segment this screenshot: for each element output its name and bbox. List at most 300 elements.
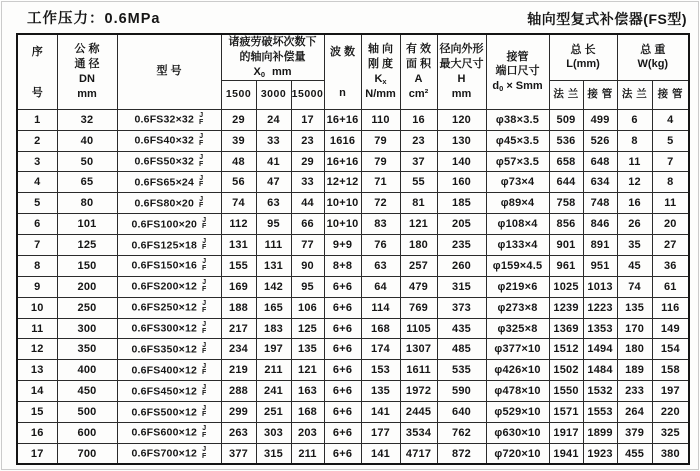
cell-effective-area: 479: [400, 276, 437, 297]
cell-axial-stiffness: 72: [361, 193, 400, 214]
cell-x0-3000: 241: [256, 381, 291, 402]
cell-pipe-end-size: φ73×4: [486, 172, 549, 193]
cell-length-pipe: 891: [583, 235, 617, 256]
cell-weight-pipe: 20: [652, 214, 689, 235]
model-text: 0.6FS50×32: [134, 155, 195, 168]
header-wave-count: 波 数 n: [324, 34, 361, 109]
cell-length-flange: 856: [549, 214, 583, 235]
cell-max-radial-h: 535: [437, 360, 486, 381]
cell-axial-stiffness: 79: [361, 130, 400, 151]
cell-pipe-end-size: φ630×10: [486, 422, 549, 443]
cell-model: [117, 360, 221, 381]
flange-pipe-variant-mark: J F: [199, 133, 204, 147]
cell-effective-area: 180: [400, 235, 437, 256]
cell-axial-stiffness: 141: [361, 402, 400, 423]
cell-x0-15000: 77: [291, 235, 324, 256]
cell-weight-flange: 189: [617, 360, 652, 381]
cell-x0-3000: 251: [256, 402, 291, 423]
cell-effective-area: 121: [400, 214, 437, 235]
cell-pipe-end-size: φ426×10: [486, 360, 549, 381]
cell-x0-3000: 315: [256, 443, 291, 464]
spec-table: [16, 33, 690, 465]
table-row: [17, 422, 689, 443]
flange-pipe-variant-mark: J F: [202, 383, 207, 398]
cell-weight-pipe: 27: [652, 235, 689, 256]
flange-pipe-variant-mark: J F: [202, 341, 207, 356]
cell-length-pipe: 1923: [583, 443, 617, 464]
cell-weight-pipe: 325: [652, 422, 689, 443]
cell-effective-area: 769: [400, 297, 437, 318]
cell-pipe-end-size: φ720×10: [486, 443, 549, 464]
cell-max-radial-h: 485: [437, 339, 486, 360]
header-length-flange: 法 兰: [549, 80, 583, 109]
cell-model: [117, 339, 221, 360]
cell-dn-diameter: 50: [57, 151, 117, 172]
cell-effective-area: 1972: [400, 381, 437, 402]
cell-weight-flange: 233: [617, 381, 652, 402]
cell-x0-15000: 23: [291, 130, 324, 151]
cell-x0-1500: 217: [221, 318, 256, 339]
cell-pipe-end-size: φ38×3.5: [486, 109, 549, 130]
cell-x0-1500: 377: [221, 443, 256, 464]
table-row: [17, 276, 689, 297]
cell-x0-3000: 142: [256, 276, 291, 297]
cell-model: [117, 172, 221, 193]
cell-x0-15000: 90: [291, 255, 324, 276]
cell-model: [117, 255, 221, 276]
cell-length-pipe: 1553: [583, 402, 617, 423]
model-text: 0.6FS700×12: [131, 447, 198, 460]
table-row: [17, 130, 689, 151]
cell-x0-1500: 299: [221, 402, 256, 423]
flange-pipe-variant-mark: J F: [199, 154, 204, 168]
cell-weight-flange: 180: [617, 339, 652, 360]
cell-weight-pipe: 5: [652, 130, 689, 151]
cell-wave-count: 16+16: [324, 109, 361, 130]
cell-pipe-end-size: φ529×10: [486, 402, 549, 423]
flange-pipe-variant-mark: J F: [202, 362, 207, 377]
table-row: [17, 402, 689, 423]
cell-wave-count: 6+6: [324, 318, 361, 339]
cell-effective-area: 1307: [400, 339, 437, 360]
model-text: 0.6FS100×20: [131, 217, 198, 230]
cell-pipe-end-size: φ57×3.5: [486, 151, 549, 172]
cell-x0-3000: 111: [256, 235, 291, 256]
cell-serial-number: 1: [17, 109, 57, 130]
cell-pipe-end-size: φ89×4: [486, 193, 549, 214]
cell-length-flange: 1941: [549, 443, 583, 464]
cell-length-pipe: 1899: [583, 422, 617, 443]
cell-serial-number: 10: [17, 297, 57, 318]
cell-wave-count: 9+9: [324, 235, 361, 256]
cell-x0-15000: 135: [291, 339, 324, 360]
working-pressure-title: 工作压力：0.6MPa: [27, 11, 161, 27]
cell-serial-number: 7: [17, 235, 57, 256]
table-row: [17, 193, 689, 214]
cell-axial-stiffness: 76: [361, 235, 400, 256]
cell-axial-stiffness: 71: [361, 172, 400, 193]
cell-dn-diameter: 80: [57, 193, 117, 214]
cell-wave-count: 6+6: [324, 339, 361, 360]
cell-x0-15000: 121: [291, 360, 324, 381]
header-serial: 序 号: [17, 34, 57, 109]
model-text: 0.6FS65×24: [134, 176, 195, 189]
cell-wave-count: 10+10: [324, 193, 361, 214]
flange-pipe-variant-mark: J F: [202, 404, 207, 418]
cell-length-pipe: 951: [583, 255, 617, 276]
cell-model: [117, 422, 221, 443]
cell-effective-area: 1611: [400, 360, 437, 381]
cell-x0-1500: 39: [221, 130, 256, 151]
model-text: 0.6FS125×18: [131, 238, 198, 251]
cell-length-flange: 1369: [549, 318, 583, 339]
cell-weight-flange: 8: [617, 130, 652, 151]
cell-wave-count: 6+6: [324, 360, 361, 381]
cell-dn-diameter: 600: [57, 422, 117, 443]
cell-length-pipe: 634: [583, 172, 617, 193]
cell-axial-stiffness: 110: [361, 109, 400, 130]
cell-dn-diameter: 32: [57, 109, 117, 130]
cell-x0-1500: 234: [221, 339, 256, 360]
cell-weight-flange: 379: [617, 422, 652, 443]
cell-max-radial-h: 140: [437, 151, 486, 172]
cell-max-radial-h: 235: [437, 235, 486, 256]
cell-dn-diameter: 200: [57, 276, 117, 297]
cell-dn-diameter: 500: [57, 402, 117, 423]
header-nominal-diameter: 公 称 通 径 DN mm: [57, 34, 117, 109]
cell-max-radial-h: 185: [437, 193, 486, 214]
cell-axial-stiffness: 63: [361, 255, 400, 276]
flange-pipe-variant-mark: J F: [202, 258, 207, 272]
header-model: 型 号: [117, 34, 221, 109]
cell-x0-1500: 74: [221, 193, 256, 214]
cell-pipe-end-size: φ108×4: [486, 214, 549, 235]
cell-wave-count: 1616: [324, 130, 361, 151]
flange-pipe-variant-mark: J F: [202, 237, 207, 251]
cell-x0-1500: 219: [221, 360, 256, 381]
cell-x0-15000: 168: [291, 402, 324, 423]
cell-serial-number: 13: [17, 360, 57, 381]
cell-axial-stiffness: 174: [361, 339, 400, 360]
cell-length-pipe: 1353: [583, 318, 617, 339]
cell-length-pipe: 846: [583, 214, 617, 235]
cell-weight-pipe: 197: [652, 381, 689, 402]
cell-x0-15000: 125: [291, 318, 324, 339]
header-cycles-15000: 15000: [291, 80, 324, 109]
cell-x0-1500: 263: [221, 422, 256, 443]
cell-max-radial-h: 120: [437, 109, 486, 130]
cell-dn-diameter: 250: [57, 297, 117, 318]
cell-wave-count: 16+16: [324, 151, 361, 172]
cell-x0-1500: 288: [221, 381, 256, 402]
cell-dn-diameter: 101: [57, 214, 117, 235]
cell-weight-pipe: 116: [652, 297, 689, 318]
cell-effective-area: 55: [400, 172, 437, 193]
cell-x0-15000: 66: [291, 214, 324, 235]
cell-model: [117, 276, 221, 297]
cell-weight-pipe: 154: [652, 339, 689, 360]
flange-pipe-variant-mark: J F: [202, 425, 207, 439]
model-text: 0.6FS32×32: [134, 113, 195, 126]
cell-length-pipe: 1484: [583, 360, 617, 381]
cell-effective-area: 81: [400, 193, 437, 214]
cell-length-flange: 658: [549, 151, 583, 172]
cell-serial-number: 2: [17, 130, 57, 151]
table-row: [17, 214, 689, 235]
header-radial-max-size: 径向外形 最大尺寸 H mm: [437, 34, 486, 109]
model-text: 0.6FS500×12: [131, 405, 198, 418]
cell-x0-15000: 211: [291, 443, 324, 464]
cell-axial-stiffness: 64: [361, 276, 400, 297]
table-row: [17, 235, 689, 256]
table-row: [17, 297, 689, 318]
cell-weight-pipe: 4: [652, 109, 689, 130]
cell-x0-1500: 131: [221, 235, 256, 256]
cell-x0-1500: 29: [221, 109, 256, 130]
cell-length-flange: 644: [549, 172, 583, 193]
cell-x0-3000: 303: [256, 422, 291, 443]
cell-x0-1500: 169: [221, 276, 256, 297]
cell-effective-area: 257: [400, 255, 437, 276]
cell-wave-count: 6+6: [324, 381, 361, 402]
cell-wave-count: 6+6: [324, 402, 361, 423]
table-row: [17, 443, 689, 464]
cell-serial-number: 6: [17, 214, 57, 235]
cell-model: [117, 318, 221, 339]
cell-max-radial-h: 160: [437, 172, 486, 193]
cell-max-radial-h: 373: [437, 297, 486, 318]
cell-dn-diameter: 700: [57, 443, 117, 464]
cell-weight-pipe: 8: [652, 172, 689, 193]
cell-pipe-end-size: φ159×4.5: [486, 255, 549, 276]
cell-weight-flange: 6: [617, 109, 652, 130]
header-weight-pipe: 接 管: [652, 80, 689, 109]
cell-serial-number: 9: [17, 276, 57, 297]
cell-wave-count: 6+6: [324, 422, 361, 443]
header-total-length: 总 长 L(mm): [549, 34, 617, 80]
cell-pipe-end-size: φ219×6: [486, 276, 549, 297]
model-text: 0.6FS250×12: [131, 301, 198, 314]
cell-x0-1500: 188: [221, 297, 256, 318]
cell-length-flange: 901: [549, 235, 583, 256]
cell-max-radial-h: 762: [437, 422, 486, 443]
cell-max-radial-h: 590: [437, 381, 486, 402]
cell-length-pipe: 648: [583, 151, 617, 172]
header-weight-flange: 法 兰: [617, 80, 652, 109]
cell-length-pipe: 748: [583, 193, 617, 214]
cell-effective-area: 4717: [400, 443, 437, 464]
table-row: [17, 318, 689, 339]
cell-weight-flange: 26: [617, 214, 652, 235]
cell-serial-number: 5: [17, 193, 57, 214]
cell-pipe-end-size: φ377×10: [486, 339, 549, 360]
cell-x0-15000: 44: [291, 193, 324, 214]
cell-max-radial-h: 872: [437, 443, 486, 464]
cell-weight-pipe: 220: [652, 402, 689, 423]
table-row: [17, 151, 689, 172]
cell-serial-number: 4: [17, 172, 57, 193]
cell-x0-15000: 106: [291, 297, 324, 318]
cell-x0-3000: 197: [256, 339, 291, 360]
cell-weight-flange: 455: [617, 443, 652, 464]
cell-length-flange: 1025: [549, 276, 583, 297]
model-text: 0.6FS200×12: [131, 280, 198, 293]
table-row: [17, 255, 689, 276]
cell-axial-stiffness: 79: [361, 151, 400, 172]
cell-x0-15000: 95: [291, 276, 324, 297]
cell-x0-3000: 183: [256, 318, 291, 339]
cell-effective-area: 1105: [400, 318, 437, 339]
cell-dn-diameter: 450: [57, 381, 117, 402]
cell-serial-number: 11: [17, 318, 57, 339]
cell-x0-1500: 48: [221, 151, 256, 172]
cell-serial-number: 17: [17, 443, 57, 464]
cell-x0-1500: 112: [221, 214, 256, 235]
cell-model: [117, 130, 221, 151]
cell-length-flange: 1239: [549, 297, 583, 318]
cell-length-pipe: 499: [583, 109, 617, 130]
flange-pipe-variant-mark: J F: [199, 195, 204, 210]
cell-model: [117, 235, 221, 256]
cell-length-pipe: 1013: [583, 276, 617, 297]
cell-x0-3000: 131: [256, 255, 291, 276]
model-text: 0.6FS150×16: [131, 259, 198, 272]
cell-dn-diameter: 65: [57, 172, 117, 193]
cell-length-flange: 1571: [549, 402, 583, 423]
flange-pipe-variant-mark: J F: [202, 446, 207, 460]
cell-dn-diameter: 300: [57, 318, 117, 339]
cell-length-pipe: 1223: [583, 297, 617, 318]
cell-x0-15000: 17: [291, 109, 324, 130]
header-effective-area: 有 效 面 积 A cm²: [400, 34, 437, 109]
header-cycles-3000: 3000: [256, 80, 291, 109]
cell-length-pipe: 1532: [583, 381, 617, 402]
cell-weight-pipe: 61: [652, 276, 689, 297]
cell-model: [117, 381, 221, 402]
cell-weight-flange: 11: [617, 151, 652, 172]
model-text: 0.6FS300×12: [131, 322, 198, 335]
cell-x0-3000: 95: [256, 214, 291, 235]
cell-weight-flange: 45: [617, 255, 652, 276]
cell-serial-number: 12: [17, 339, 57, 360]
flange-pipe-variant-mark: J F: [199, 112, 204, 126]
model-text: 0.6FS600×12: [131, 426, 198, 439]
cell-weight-pipe: 149: [652, 318, 689, 339]
table-row: [17, 172, 689, 193]
cell-pipe-end-size: φ325×8: [486, 318, 549, 339]
header-pipe-end-size: 接管 端口尺寸 $d_0$ × Smm: [486, 34, 549, 109]
table-row: [17, 381, 689, 402]
cell-x0-3000: 41: [256, 151, 291, 172]
cell-axial-stiffness: 141: [361, 443, 400, 464]
product-type-title: 轴向型复式补偿器(FS型): [527, 11, 687, 27]
cell-effective-area: 16: [400, 109, 437, 130]
cell-axial-stiffness: 153: [361, 360, 400, 381]
cell-max-radial-h: 435: [437, 318, 486, 339]
cell-weight-flange: 12: [617, 172, 652, 193]
cell-length-flange: 1502: [549, 360, 583, 381]
cell-model: [117, 402, 221, 423]
cell-length-pipe: 526: [583, 130, 617, 151]
cell-length-flange: 1512: [549, 339, 583, 360]
cell-model: [117, 443, 221, 464]
cell-x0-3000: 47: [256, 172, 291, 193]
cell-pipe-end-size: φ45×3.5: [486, 130, 549, 151]
cell-weight-flange: 264: [617, 402, 652, 423]
cell-dn-diameter: 40: [57, 130, 117, 151]
table-row: [17, 339, 689, 360]
table-body: [17, 109, 689, 464]
model-text: 0.6FS450×12: [131, 384, 198, 397]
cell-x0-3000: 24: [256, 109, 291, 130]
cell-x0-3000: 211: [256, 360, 291, 381]
cell-length-flange: 509: [549, 109, 583, 130]
model-text: 0.6FS350×12: [131, 343, 198, 356]
cell-dn-diameter: 150: [57, 255, 117, 276]
header-axial-stiffness: 轴 向 刚 度 $K_x$ N/mm: [361, 34, 400, 109]
cell-weight-pipe: 36: [652, 255, 689, 276]
table-header: [17, 34, 689, 109]
cell-length-flange: 961: [549, 255, 583, 276]
flange-pipe-variant-mark: J F: [202, 321, 207, 335]
cell-x0-1500: 56: [221, 172, 256, 193]
cell-serial-number: 8: [17, 255, 57, 276]
header-cycles-1500: 1500: [221, 80, 256, 109]
cell-pipe-end-size: φ273×8: [486, 297, 549, 318]
cell-wave-count: 12+12: [324, 172, 361, 193]
cell-pipe-end-size: φ133×4: [486, 235, 549, 256]
cell-weight-pipe: 158: [652, 360, 689, 381]
cell-wave-count: 6+6: [324, 443, 361, 464]
flange-pipe-variant-mark: J F: [202, 216, 207, 231]
header-total-weight: 总 重 W(kg): [617, 34, 689, 80]
cell-serial-number: 14: [17, 381, 57, 402]
cell-serial-number: 3: [17, 151, 57, 172]
cell-dn-diameter: 350: [57, 339, 117, 360]
model-text: 0.6FS400×12: [131, 364, 198, 377]
cell-effective-area: 23: [400, 130, 437, 151]
cell-model: [117, 193, 221, 214]
cell-model: [117, 151, 221, 172]
cell-max-radial-h: 205: [437, 214, 486, 235]
model-text: 0.6FS80×20: [134, 197, 195, 210]
cell-x0-1500: 155: [221, 255, 256, 276]
cell-weight-flange: 35: [617, 235, 652, 256]
cell-weight-flange: 170: [617, 318, 652, 339]
cell-wave-count: 6+6: [324, 297, 361, 318]
cell-x0-3000: 165: [256, 297, 291, 318]
cell-wave-count: 10+10: [324, 214, 361, 235]
cell-max-radial-h: 130: [437, 130, 486, 151]
cell-axial-stiffness: 114: [361, 297, 400, 318]
cell-weight-flange: 74: [617, 276, 652, 297]
cell-max-radial-h: 260: [437, 255, 486, 276]
cell-wave-count: 6+6: [324, 276, 361, 297]
cell-effective-area: 2445: [400, 402, 437, 423]
cell-axial-stiffness: 168: [361, 318, 400, 339]
cell-effective-area: 3534: [400, 422, 437, 443]
flange-pipe-variant-mark: J F: [202, 279, 207, 293]
cell-weight-flange: 16: [617, 193, 652, 214]
flange-pipe-variant-mark: J F: [202, 300, 207, 314]
cell-length-flange: 758: [549, 193, 583, 214]
model-text: 0.6FS40×32: [134, 134, 195, 147]
cell-x0-15000: 203: [291, 422, 324, 443]
cell-axial-stiffness: 135: [361, 381, 400, 402]
cell-x0-15000: 33: [291, 172, 324, 193]
cell-length-pipe: 1494: [583, 339, 617, 360]
cell-effective-area: 37: [400, 151, 437, 172]
